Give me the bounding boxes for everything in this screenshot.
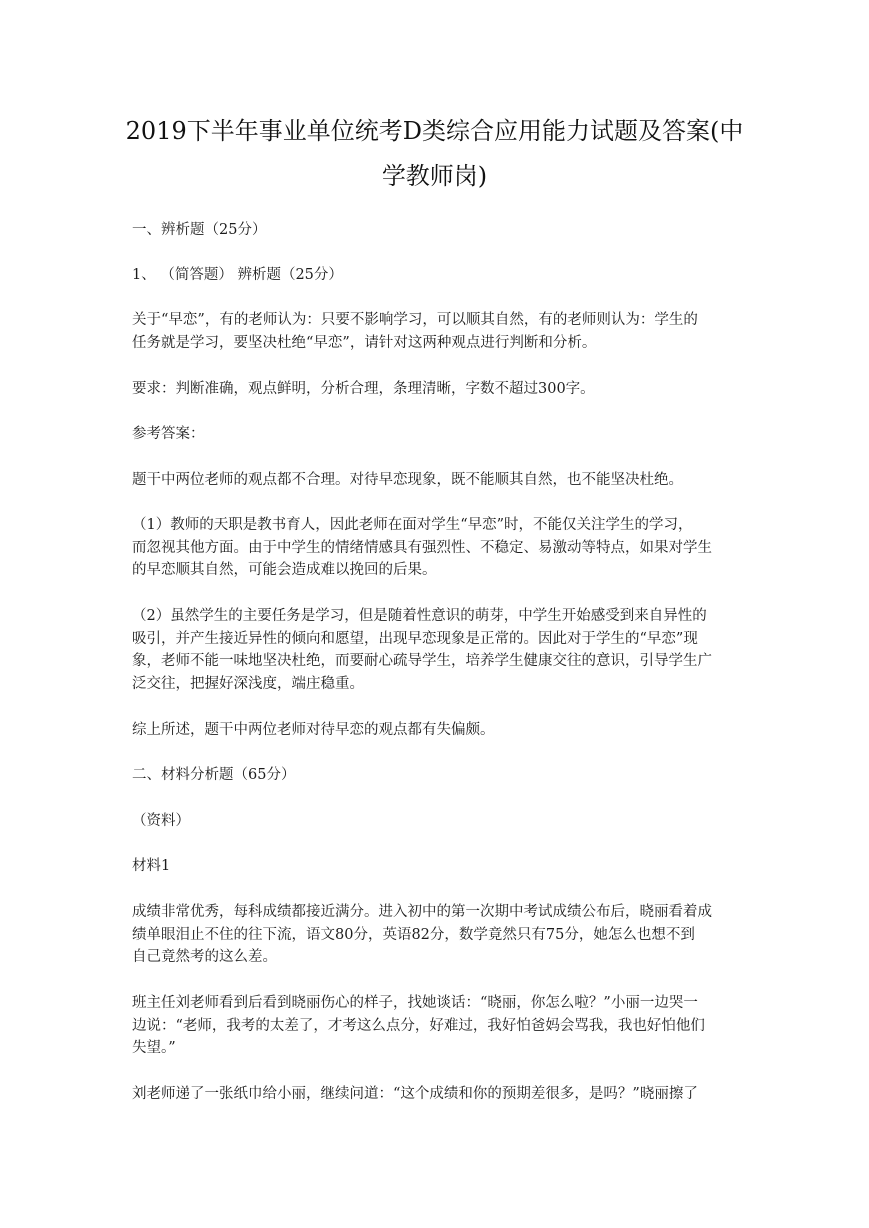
material-1-line: 绩单眼泪止不住的往下流，语文80分，英语82分，数学竟然只有75分，她怎么也想不到 [132, 926, 695, 943]
material-1-paragraph-2 [132, 992, 742, 1060]
answer-intro: 题干中两位老师的观点都不合理。对待早恋现象，既不能顺其自然，也不能坚决杜绝。 [132, 472, 683, 488]
question-1-line: 任务就是学习，要坚决杜绝“早恋”，请针对这两种观点进行判断和分析。 [132, 334, 597, 351]
answer-conclusion: 综上所述，题干中两位老师对待早恋的观点都有失偏颇。 [132, 722, 495, 738]
requirement-text: 要求：判断准确，观点鲜明，分析合理，条理清晰，字数不超过300字。 [132, 381, 595, 397]
answer-point-1-line: 的早恋顺其自然，可能会造成难以挽回的后果。 [132, 562, 437, 578]
material-1-label: 材料1 [132, 858, 171, 874]
material-1-line: 失望。” [132, 1040, 176, 1056]
material-1-line: 边说：“老师，我考的太差了，才考这么点分，好难过，我好怕爸妈会骂我，我也好怕他们 [132, 1017, 705, 1034]
document-title-line-1: 2019下半年事业单位统考D类综合应用能力试题及答案(中 [125, 117, 744, 145]
answer-point-1-line: （1）教师的天职是教书育人，因此老师在面对学生“早恋”时，不能仅关注学生的学习， [132, 517, 693, 533]
answer-point-2-line: 泛交往，把握好深浅度，端庄稳重。 [132, 675, 364, 692]
material-1-line: 自己竟然考的这么差。 [132, 949, 277, 965]
question-1-body [132, 309, 742, 354]
material-1-paragraph-3 [132, 1083, 742, 1106]
answer-point-2-line: （2）虽然学生的主要任务是学习，但是随着性意识的萌芽，中学生开始感受到来自异性的 [132, 608, 707, 624]
material-1-paragraph-1 [132, 901, 742, 969]
section-1-heading: 一、辨析题（25分） [132, 222, 267, 238]
answer-point-1 [132, 514, 742, 582]
question-1-line: 关于“早恋”，有的老师认为：只要不影响学习，可以顺其自然，有的老师则认为：学生的 [132, 312, 698, 328]
material-1-line: 成绩非常优秀，每科成绩都接近满分。进入初中的第一次期中考试成绩公布后，晓丽看着成 [132, 904, 712, 920]
question-1-label: 1、 （简答题） 辨析题（25分） [132, 267, 343, 283]
answer-label: 参考答案： [132, 426, 205, 442]
document-title-line-2: 学教师岗) [381, 162, 488, 190]
answer-point-2 [132, 605, 742, 695]
answer-point-2-line: 象，老师不能一味地坚决杜绝，而要耐心疏导学生，培养学生健康交往的意识，引导学生广 [132, 653, 712, 669]
answer-point-2-line: 吸引，并产生接近异性的倾向和愿望，出现早恋现象是正常的。因此对于学生的“早恋”现 [132, 630, 698, 647]
material-1-line: 班主任刘老师看到后看到晓丽伤心的样子，找她谈话：“晓丽，你怎么啦？”小丽一边哭一 [132, 995, 698, 1011]
answer-point-1-line: 而忽视其他方面。由于中学生的情绪情感具有强烈性、不稳定、易激动等特点，如果对学生 [132, 539, 712, 556]
material-1-line: 刘老师递了一张纸巾给小丽，继续问道：“这个成绩和你的预期差很多，是吗？”晓丽擦了 [132, 1086, 698, 1102]
section-2-heading: 二、材料分析题（65分） [132, 767, 296, 783]
materials-label: （资料） [132, 813, 190, 829]
